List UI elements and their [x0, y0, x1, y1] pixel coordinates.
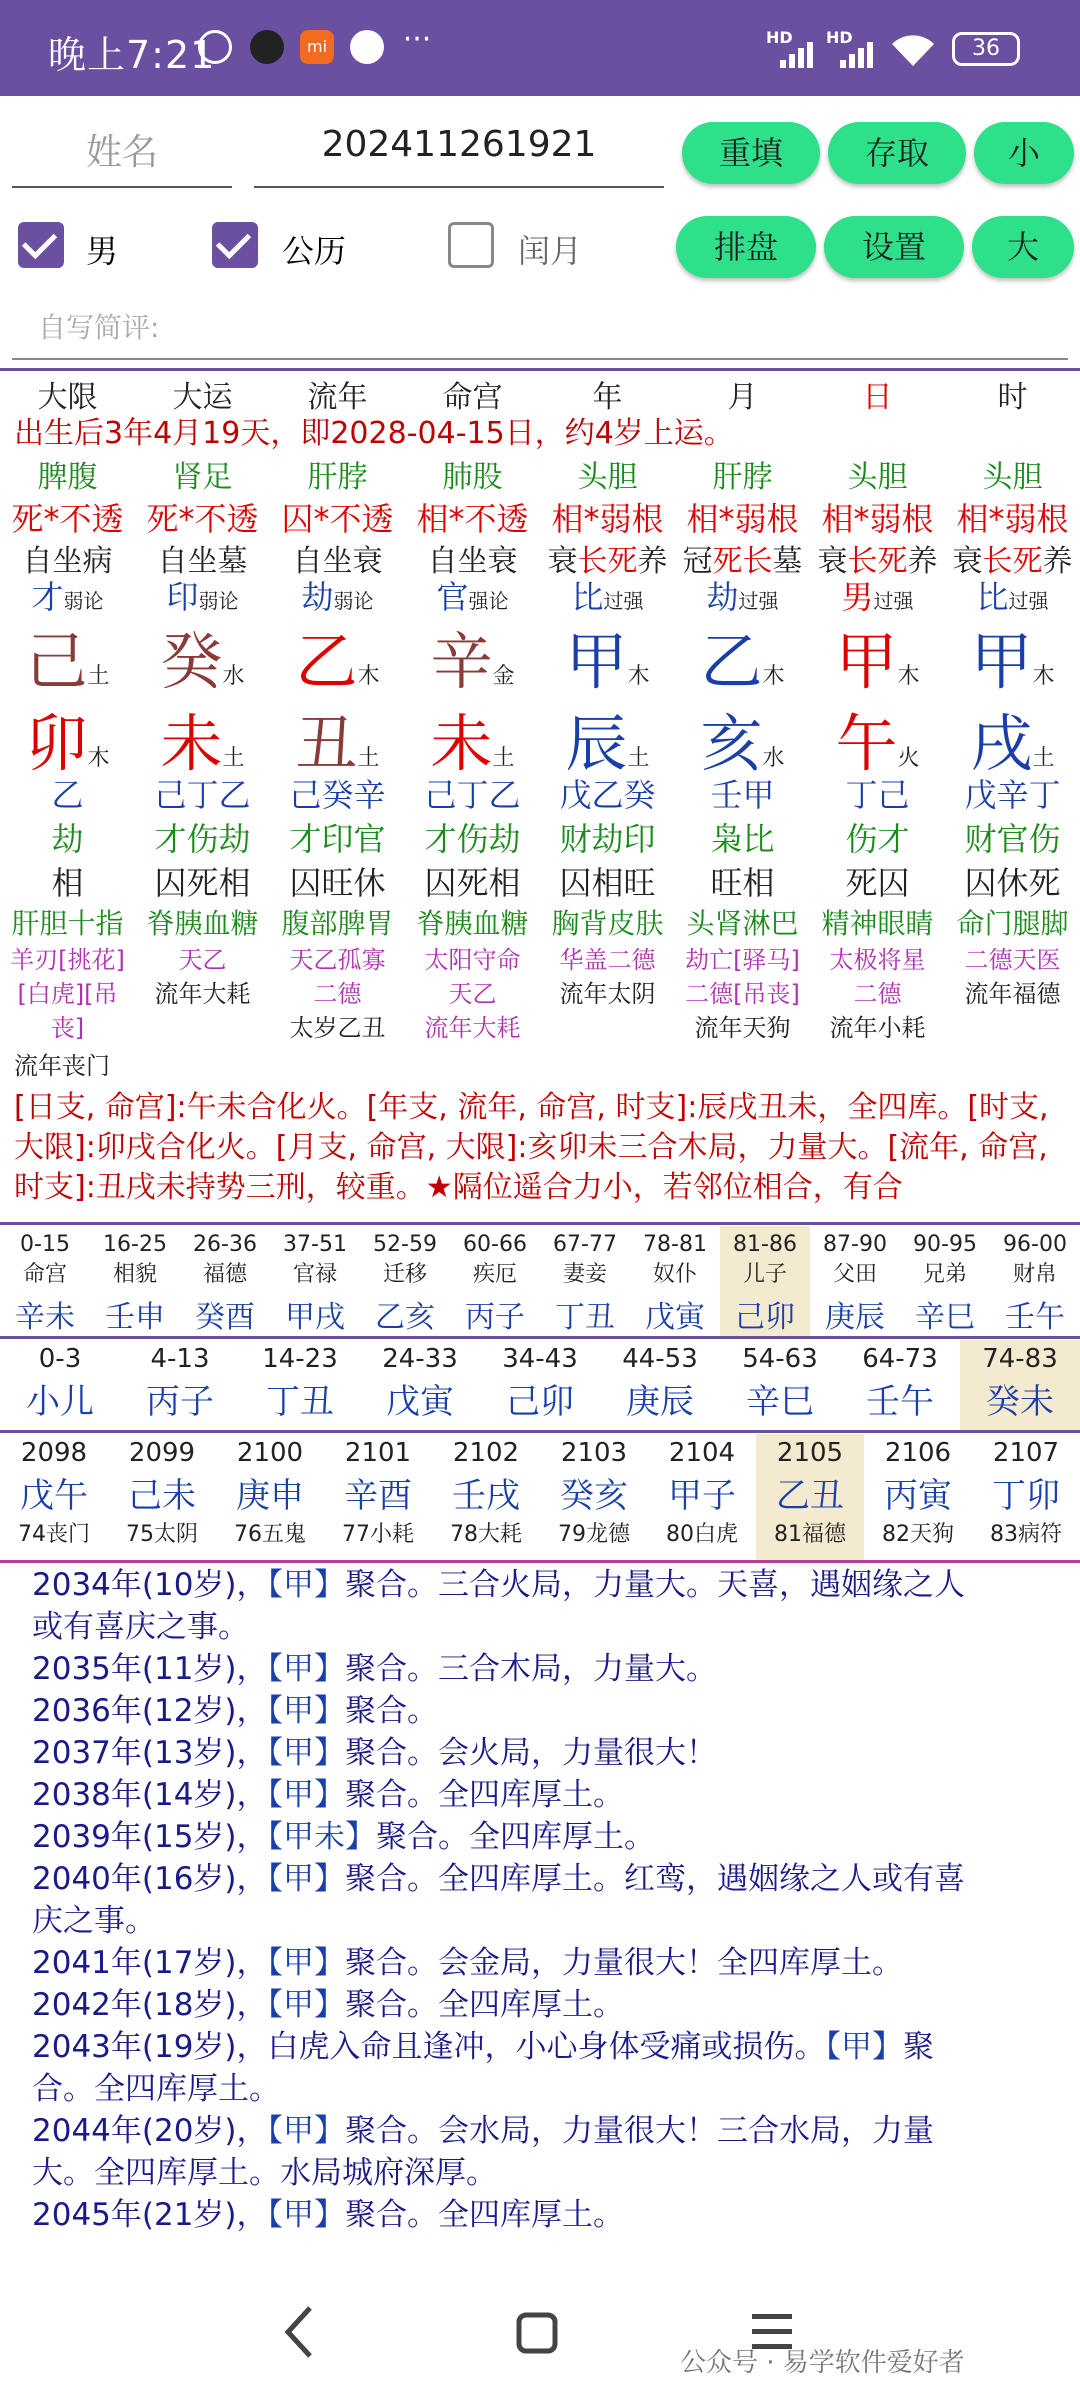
- year-cell[interactable]: 2106 丙寅 82天狗: [882, 1438, 954, 1547]
- log-line: 2042年(18岁)，【甲】聚合。全四库厚土。: [32, 1987, 625, 2023]
- analysis-text: [日支, 命宫]:午未合化火。[年支, 流年, 命宫, 时支]:辰戌丑未，全四库。[时支, 大限]:卯戌合化火。[月支, 命宫, 大限]:亥卯未三合木局，力量大。[流年, 命宫, 时支]:丑戌未持势三刑，较重。★隔位遥合力小，若邻位相合，有合: [14, 1090, 1049, 1205]
- year-cell[interactable]: 2100 庚申 76五鬼: [234, 1438, 306, 1547]
- star3-row-cell: [945, 1008, 1080, 1044]
- divider: [0, 1430, 1080, 1433]
- body-row-cell: 胸背皮肤: [551, 907, 664, 940]
- god-row-cell: 劫弱论: [301, 578, 374, 616]
- star2-row-cell: 二德: [853, 980, 902, 1008]
- header-row-cell: 时: [997, 380, 1028, 415]
- phase-row-cell: 相: [51, 864, 84, 902]
- hidden-row-cell: 己丁乙: [154, 776, 251, 814]
- state-row-cell: 囚*不透: [281, 500, 394, 538]
- solar-label: 公历: [282, 232, 347, 270]
- year-cell[interactable]: 2103 癸亥 79龙德: [558, 1438, 630, 1547]
- palace-cell[interactable]: 90-95 兄弟 辛巳: [913, 1232, 977, 1335]
- hidden-god-row-cell: 才伤劫: [424, 820, 521, 858]
- star2-row-cell: 流年福德: [964, 980, 1061, 1008]
- god-row-cell: 官强论: [436, 578, 509, 616]
- star4-text: 流年丧门: [14, 1052, 110, 1080]
- phase-row-cell: 囚相旺: [559, 864, 656, 902]
- year-cell[interactable]: 2105 乙丑 81福德: [756, 1434, 864, 1560]
- organ-row-cell: 肾足: [172, 460, 233, 495]
- star1-row-cell: 劫亡[驿马]: [685, 946, 800, 974]
- palace-cell[interactable]: 37-51 官禄 甲戌: [283, 1232, 347, 1335]
- palace-cell[interactable]: 87-90 父田 庚辰: [823, 1232, 887, 1335]
- branch-row-cell: 戌土: [970, 707, 1055, 778]
- luck-cell[interactable]: 54-63 辛巳: [742, 1344, 818, 1422]
- status-time: 晚上7:21: [48, 33, 216, 77]
- body-row-cell: 肝胆十指: [11, 907, 124, 940]
- phase-row-cell: 囚死相: [424, 864, 521, 902]
- body-row-cell: 命门腿脚: [956, 907, 1069, 940]
- god-row-cell: 比过强: [976, 578, 1049, 616]
- star1-row-cell: 二德天医: [964, 946, 1061, 974]
- log-line: 2035年(11岁)，【甲】聚合。三合木局，力量大。: [32, 1651, 718, 1687]
- header-row-cell: 流年: [307, 380, 368, 415]
- alarm-icon: [198, 30, 232, 64]
- hidden-god-row-cell: 才伤劫: [154, 820, 251, 858]
- header-row-cell: 大运: [172, 380, 233, 415]
- palace-cell[interactable]: 67-77 妻妾 丁丑: [553, 1232, 617, 1335]
- hidden-god-row-cell: 财劫印: [559, 820, 656, 858]
- qq-icon: [350, 30, 384, 64]
- stem-row-cell: 甲木: [970, 625, 1055, 696]
- hidden-god-row-cell: 伤才: [845, 820, 910, 858]
- palace-cell[interactable]: 60-66 疾厄 丙子: [463, 1232, 527, 1335]
- date-input[interactable]: 202411261921: [254, 124, 664, 188]
- log-line: 大。全四库厚土。水局城府深厚。: [32, 2155, 497, 2191]
- divider: [0, 1222, 1080, 1225]
- palace-strip: [0, 1226, 1080, 1336]
- stem-row-cell: 己土: [25, 625, 110, 696]
- branch-row: [0, 694, 1080, 778]
- hidden-row-cell: 戊辛丁: [964, 776, 1061, 814]
- year-cell[interactable]: 2101 辛酉 77小耗: [342, 1438, 414, 1547]
- header-row-cell: 命宫: [442, 380, 503, 415]
- header-row: [0, 372, 1080, 416]
- hidden-row-cell: 戊乙癸: [559, 776, 656, 814]
- star3-row-cell: 流年天狗: [694, 1014, 791, 1042]
- log-line: 2037年(13岁)，【甲】聚合。会火局，力量很大！: [32, 1735, 718, 1771]
- luck-cell[interactable]: 14-23 丁丑: [262, 1344, 338, 1422]
- year-cell[interactable]: 2102 壬戌 78大耗: [450, 1438, 522, 1547]
- god-row-cell: 男过强: [841, 578, 914, 616]
- divider: [0, 368, 1080, 371]
- branch-row-cell: 辰土: [565, 707, 650, 778]
- log-line: 2039年(15岁)，【甲未】聚合。全四库厚土。: [32, 1819, 656, 1855]
- palace-cell[interactable]: 52-59 迁移 乙亥: [373, 1232, 437, 1335]
- organ-row-cell: 肝脖: [307, 460, 368, 495]
- branch-row-cell: 亥水: [700, 707, 785, 778]
- star2-row-cell: 流年太阴: [559, 980, 656, 1008]
- branch-row-cell: 卯木: [25, 707, 110, 778]
- more-icon: ···: [402, 22, 432, 57]
- signal-bars2-icon: [840, 42, 880, 68]
- header-row-cell: 年: [592, 380, 623, 415]
- state-row-cell: 相*弱根: [686, 500, 799, 538]
- state2-row-cell: 冠死长墓: [682, 544, 803, 579]
- body-row-cell: 腹部脾胃: [281, 907, 394, 940]
- organ-row-cell: 脾腹: [37, 460, 98, 495]
- mi-icon: mi: [300, 30, 334, 64]
- stem-row: [0, 612, 1080, 696]
- log-line: 2044年(20岁)，【甲】聚合。会水局，力量很大！三合水局，力量: [32, 2113, 935, 2149]
- god-row-cell: 才弱论: [31, 578, 104, 616]
- state-row-cell: 死*不透: [146, 500, 259, 538]
- log-line: 合。全四库厚土。: [32, 2071, 280, 2107]
- god-row-cell: 比过强: [571, 578, 644, 616]
- star3-row-cell: 流年小耗: [829, 1014, 926, 1042]
- luck-cell[interactable]: 64-73 壬午: [862, 1344, 938, 1422]
- year-cell[interactable]: 2098 戊午 74丧门: [18, 1438, 90, 1547]
- state2-row-cell: 衰长死养: [817, 544, 938, 579]
- year-cell[interactable]: 2099 己未 75太阴: [126, 1438, 198, 1547]
- state2-row-cell: 自坐衰: [292, 544, 383, 579]
- hidden-god-row-cell: 枭比: [710, 820, 775, 858]
- palace-cell[interactable]: 26-36 福德 癸酉: [193, 1232, 257, 1335]
- star1-row-cell: 华盖二德: [559, 946, 656, 974]
- star1-row-cell: 太极将星: [829, 946, 926, 974]
- hidden-god-row-cell: 财官伤: [964, 820, 1061, 858]
- star1-row-cell: 太阳守命: [424, 946, 521, 974]
- settings-button[interactable]: 设置: [824, 216, 964, 278]
- star2-row-cell: 天乙: [448, 980, 497, 1008]
- star3-row-cell: 太岁乙丑: [289, 1014, 386, 1042]
- signal1-icon: HD: [766, 28, 793, 47]
- state2-row-cell: 自坐墓: [157, 544, 248, 579]
- palace-cell[interactable]: 96-00 财帛 壬午: [1003, 1232, 1067, 1335]
- phase-row-cell: 旺相: [710, 864, 775, 902]
- save-button[interactable]: 存取: [828, 122, 966, 184]
- hidden-god-row: [0, 814, 1080, 858]
- body-row-cell: 脊胰血糖: [416, 907, 529, 940]
- state-row-cell: 死*不透: [11, 500, 124, 538]
- organ-row: [0, 452, 1080, 496]
- state-row: [0, 494, 1080, 538]
- home-icon[interactable]: [516, 2312, 558, 2354]
- watermark: 公众号 · 易学软件爱好者: [680, 2348, 965, 2378]
- star3-row-cell: [135, 1008, 270, 1044]
- big-button[interactable]: 大: [972, 216, 1074, 278]
- header-row-cell: 日: [862, 380, 893, 415]
- organ-row-cell: 头胆: [577, 460, 638, 495]
- hidden-row: [0, 770, 1080, 814]
- stem-row-cell: 辛金: [430, 625, 515, 696]
- leap-checkbox[interactable]: [448, 222, 494, 268]
- star2-row-cell: [白虎][吊: [17, 980, 118, 1008]
- signal-bars-icon: [780, 42, 820, 68]
- stem-row-cell: 甲木: [565, 625, 650, 696]
- palace-cell[interactable]: 0-15 命宫 辛未: [15, 1232, 75, 1335]
- battery-icon: 36: [952, 32, 1020, 66]
- state2-row-cell: 自坐病: [22, 544, 113, 579]
- god-row-cell: 劫过强: [706, 578, 779, 616]
- name-input[interactable]: 姓名: [12, 124, 232, 188]
- stem-row-cell: 甲木: [835, 625, 920, 696]
- branch-row-cell: 未土: [430, 707, 515, 778]
- state-row-cell: 相*不透: [416, 500, 529, 538]
- luck-cell[interactable]: 0-3 小儿: [26, 1344, 94, 1422]
- luck-cell[interactable]: 44-53 庚辰: [622, 1344, 698, 1422]
- luck-cell[interactable]: 34-43 己卯: [502, 1344, 578, 1422]
- divider: [0, 1560, 1080, 1563]
- star1-row-cell: 羊刃[挑花]: [10, 946, 125, 974]
- back-icon[interactable]: [280, 2302, 320, 2362]
- arrange-button[interactable]: 排盘: [676, 216, 816, 278]
- remark-input[interactable]: 自写简评:: [12, 306, 1068, 360]
- start-line: 出生后3年4月19天，即2028-04-15日，约4岁上运。: [14, 416, 734, 451]
- star3-row-cell: [540, 1008, 675, 1044]
- star2-row-cell: 二德[吊丧]: [685, 980, 800, 1008]
- body-row-cell: 头肾淋巴: [686, 907, 799, 940]
- year-cell[interactable]: 2107 丁卯 83病符: [990, 1438, 1062, 1547]
- organ-row-cell: 肝脖: [712, 460, 773, 495]
- solar-checkbox[interactable]: [212, 222, 258, 268]
- yearly-log: [32, 1564, 1062, 2236]
- star3-row-cell: 丧]: [50, 1014, 85, 1042]
- hidden-row-cell: 丁己: [845, 776, 910, 814]
- state2-row-cell: 自坐衰: [427, 544, 518, 579]
- state2-row-cell: 衰长死养: [952, 544, 1073, 579]
- body-row-cell: 脊胰血糖: [146, 907, 259, 940]
- hidden-row-cell: 壬甲: [710, 776, 775, 814]
- branch-row-cell: 丑土: [295, 707, 380, 778]
- log-line: 庆之事。: [32, 1903, 156, 1939]
- state2-row-cell: 衰长死养: [547, 544, 668, 579]
- star2-row: [0, 974, 1080, 1010]
- god-row-cell: 印弱论: [166, 578, 239, 616]
- palace-cell[interactable]: 16-25 相貌 壬申: [103, 1232, 167, 1335]
- hidden-row-cell: 己癸辛: [289, 776, 386, 814]
- male-label: 男: [86, 232, 119, 270]
- leap-label: 闰月: [518, 232, 583, 270]
- body-row: [0, 902, 1080, 944]
- stem-row-cell: 乙木: [700, 625, 785, 696]
- years-strip: [0, 1434, 1080, 1560]
- log-line: 2043年(19岁)，白虎入命且逢冲，小心身体受痛或损伤。【甲】聚: [32, 2029, 935, 2065]
- wifi-icon: [890, 32, 936, 68]
- header-row-cell: 大限: [37, 380, 98, 415]
- hidden-god-row-cell: 才印官: [289, 820, 386, 858]
- signal2-icon: HD: [826, 28, 853, 47]
- log-line: 2034年(10岁)，【甲】聚合。三合火局，力量大。天喜，遇姻缘之人: [32, 1567, 966, 1603]
- branch-row-cell: 午火: [835, 707, 920, 778]
- state-row-cell: 相*弱根: [956, 500, 1069, 538]
- hidden-god-row-cell: 劫: [51, 820, 84, 858]
- log-line: 2041年(17岁)，【甲】聚合。会金局，力量很大！全四库厚土。: [32, 1945, 904, 1981]
- phase-row-cell: 囚休死: [964, 864, 1061, 902]
- star3-row-cell: 流年大耗: [424, 1014, 521, 1042]
- hidden-row-cell: 己丁乙: [424, 776, 521, 814]
- log-line: 2036年(12岁)，【甲】聚合。: [32, 1693, 439, 1729]
- app-icon: [250, 30, 284, 64]
- luck-cell[interactable]: 24-33 戊寅: [382, 1344, 458, 1422]
- star1-row: [0, 940, 1080, 976]
- status-bar: [0, 0, 1080, 96]
- small-button[interactable]: 小: [974, 122, 1074, 184]
- star1-row-cell: 天乙孤寡: [289, 946, 386, 974]
- year-cell[interactable]: 2104 甲子 80白虎: [666, 1438, 738, 1547]
- organ-row-cell: 肺股: [442, 460, 503, 495]
- stem-row-cell: 乙木: [295, 625, 380, 696]
- phase-row-cell: 囚旺休: [289, 864, 386, 902]
- male-checkbox[interactable]: [18, 222, 64, 268]
- star1-row-cell: 天乙: [178, 946, 227, 974]
- star3-row: [0, 1008, 1080, 1044]
- star2-row-cell: 二德: [313, 980, 362, 1008]
- log-line: 2045年(21岁)，【甲】聚合。全四库厚土。: [32, 2197, 625, 2233]
- branch-row-cell: 未土: [160, 707, 245, 778]
- log-line: 2038年(14岁)，【甲】聚合。全四库厚土。: [32, 1777, 625, 1813]
- header-row-cell: 月: [727, 380, 758, 415]
- refill-button[interactable]: 重填: [682, 122, 820, 184]
- phase-row: [0, 858, 1080, 902]
- phase-row-cell: 囚死相: [154, 864, 251, 902]
- log-line: 2040年(16岁)，【甲】聚合。全四库厚土。红鸾，遇姻缘之人或有喜: [32, 1861, 966, 1897]
- luck-cell[interactable]: 74-83 癸未: [960, 1340, 1080, 1430]
- palace-cell[interactable]: 81-86 儿子 己卯: [720, 1226, 810, 1336]
- log-line: 或有喜庆之事。: [32, 1609, 249, 1645]
- palace-cell[interactable]: 78-81 奴仆 戊寅: [643, 1232, 707, 1335]
- divider: [0, 1336, 1080, 1339]
- phase-row-cell: 死囚: [845, 864, 910, 902]
- body-row-cell: 精神眼睛: [821, 907, 934, 940]
- state-row-cell: 相*弱根: [821, 500, 934, 538]
- hidden-row-cell: 乙: [51, 776, 84, 814]
- organ-row-cell: 头胆: [982, 460, 1043, 495]
- organ-row-cell: 头胆: [847, 460, 908, 495]
- luck-strip: [0, 1340, 1080, 1430]
- state-row-cell: 相*弱根: [551, 500, 664, 538]
- stem-row-cell: 癸水: [160, 625, 245, 696]
- star2-row-cell: 流年大耗: [154, 980, 251, 1008]
- luck-cell[interactable]: 4-13 丙子: [146, 1344, 214, 1422]
